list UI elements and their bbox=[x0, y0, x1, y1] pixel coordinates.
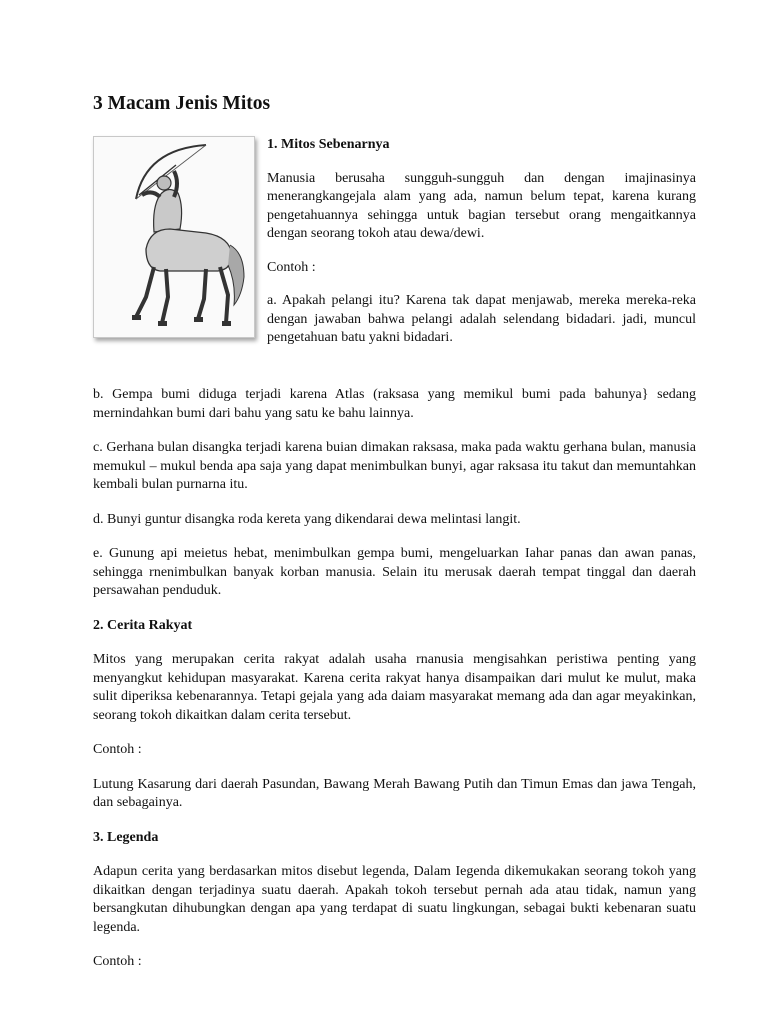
section-2-contoh-label: Contoh : bbox=[93, 742, 142, 757]
section-1-contoh-label: Contoh : bbox=[267, 259, 316, 275]
section-1-heading: 1. Mitos Sebenarnya bbox=[267, 137, 390, 152]
section-3-body: Adapun cerita yang berdasarkan mitos disebut legenda, Dalam Iegenda dikemukakan seorang tokoh yang dikaitkan dengan terjadinya suatu daerah. Apakah tokoh tersebut pernah ada atau tidak, namun yang bersangkutan dihubungkan dengan apa yang terdapat di suatu lingkungan, sebagai bukti kebenaran suatu legenda. bbox=[93, 864, 696, 935]
section-2-body: Mitos yang merupakan cerita rakyat adalah usaha rnanusia mengisahkan peristiwa penting yang menyangkut kehidupan masyarakat. Karena cerita rakyat hanya disampaikan dari mulut ke mulut, maka sulit diperiksa kebenarannya. Tetapi gejala yang ada daiam masyarakat memang ada dan agar meyakinkan, seorang tokoh dikaitkan dalam cerita tersebut. bbox=[93, 652, 696, 723]
section-1-side-column bbox=[267, 136, 696, 348]
centaur-icon bbox=[94, 137, 254, 337]
section-3-heading: 3. Legenda bbox=[93, 829, 159, 845]
page-title: 3 Macam Jenis Mitos bbox=[93, 93, 271, 114]
centaur-archer-illustration bbox=[93, 136, 255, 338]
section-2-heading: 2. Cerita Rakyat bbox=[93, 617, 193, 633]
intro-block bbox=[93, 136, 696, 386]
section-1-example-b: b. Gempa bumi diduga terjadi karena Atlas (raksasa yang memikul bumi pada bahunya} sedang mernindahkan bumi dari bahu yang satu ke bahu lainnya. bbox=[93, 387, 696, 421]
section-1-example-c: c. Gerhana bulan disangka terjadi karena buian dimakan raksasa, maka pada waktu gerhana bulan, manusia memukul – mukul benda apa saja yang dapat menimbulkan bunyi, agar raksasa itu takut dan memuntahkan kembali bulan purnarna itu. bbox=[93, 440, 696, 492]
section-1-example-e: e. Gunung api meietus hebat, menimbulkan gempa bumi, mengeluarkan Iahar panas dan awan panas, sehingga rnenimbulkan banyak korban manusia. Selain itu merusak daerah tempat tinggal dan daerah persawahan penduduk. bbox=[93, 546, 696, 598]
section-1-example-d: d. Bunyi guntur disangka roda kereta yang dikendarai dewa melintasi langit. bbox=[93, 511, 521, 527]
document-page bbox=[93, 92, 696, 972]
section-2-example: Lutung Kasarung dari daerah Pasundan, Bawang Merah Bawang Putih dan Timun Emas dan jawa Tengah, dan sebagainya. bbox=[93, 776, 696, 810]
section-1-intro: Manusia berusaha sungguh-sungguh dan dengan imajinasinya menerangkangejala alam yang ada, namun belum tepat, karena kurang pengetahuannya sehingga untuk bagian tersebut orang mengaitkannya dengan seorang tokoh atau dewa/dewi. bbox=[267, 170, 696, 241]
section-3-contoh-label: Contoh : bbox=[93, 954, 142, 969]
section-1-example-a: a. Apakah pelangi itu? Karena tak dapat menjawab, mereka mereka-reka dengan jawaban bahwa pelangi adalah selendang bidadari. jadi, muncul pengetahuan batu yakni bidadari. bbox=[267, 293, 696, 345]
